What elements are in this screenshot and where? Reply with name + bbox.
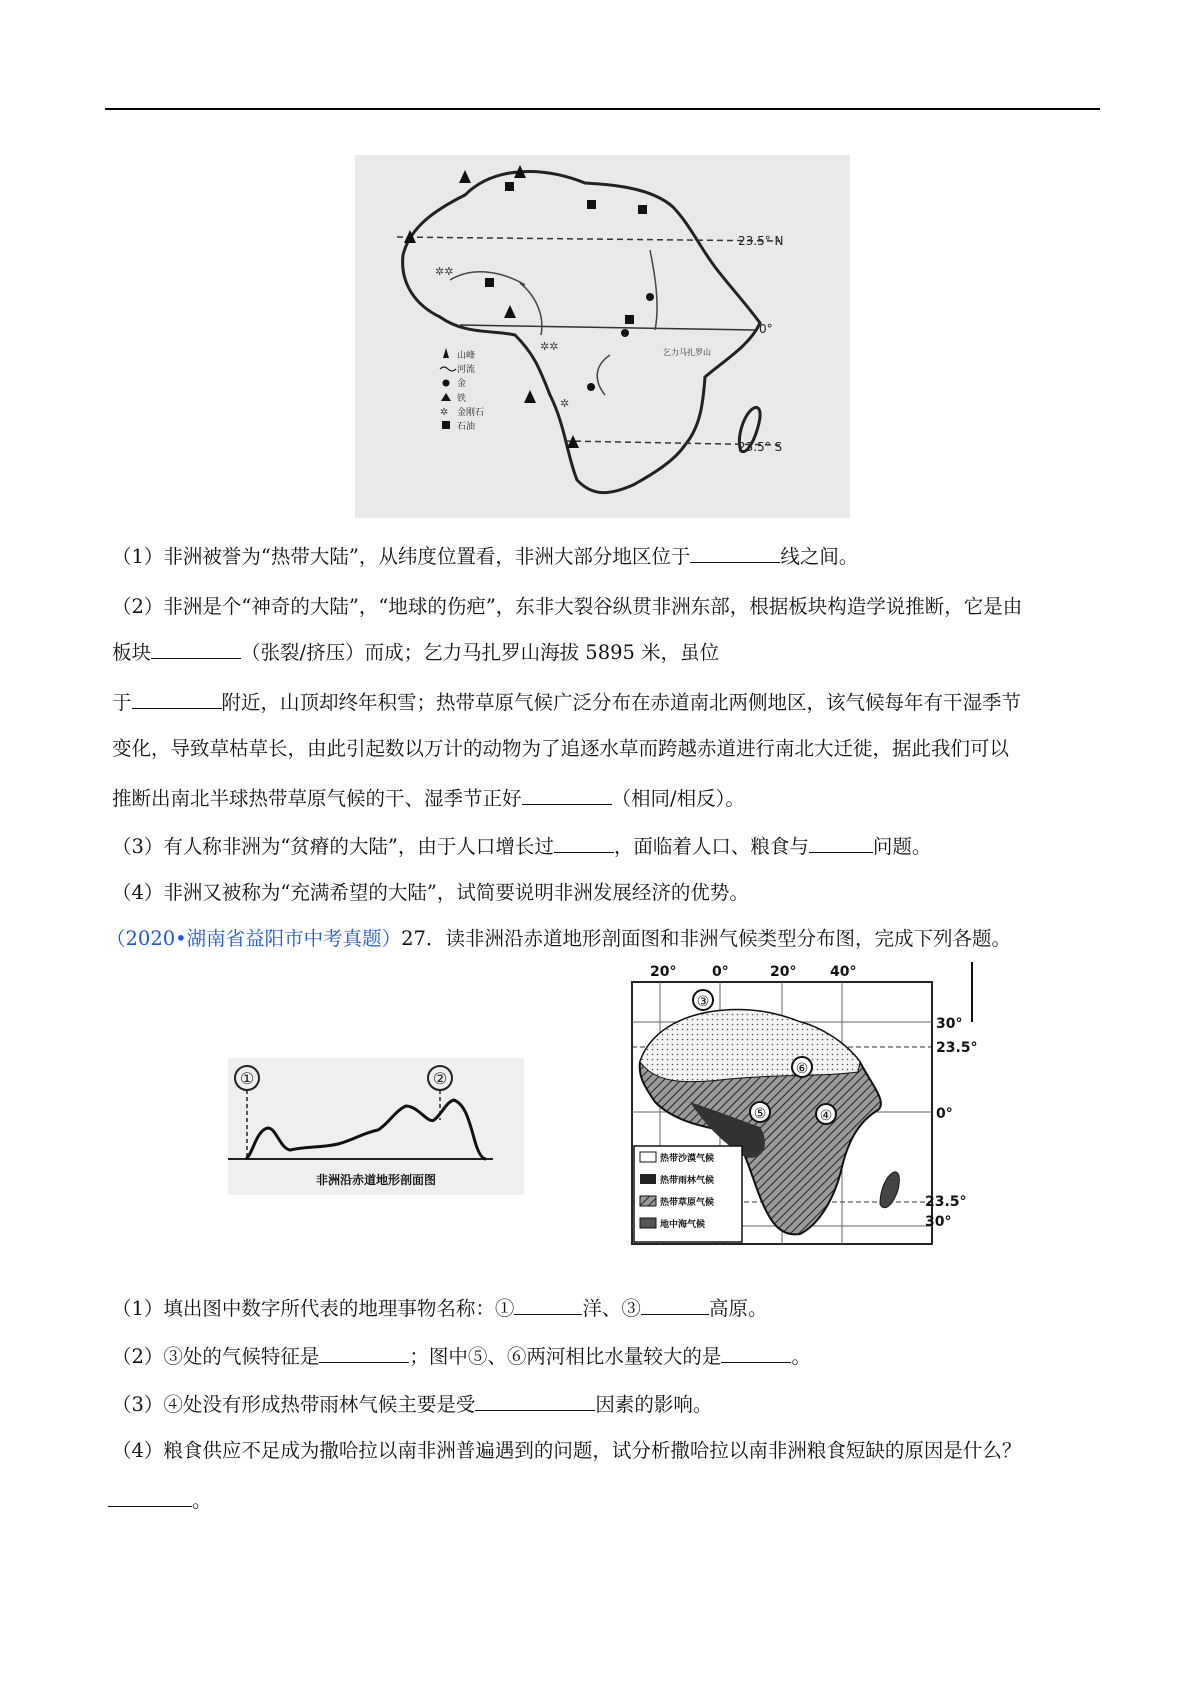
climate-marker-3 (693, 990, 713, 1010)
equator-profile-figure (228, 1058, 524, 1195)
kilimanjaro-label: 乞力马扎罗山 (663, 348, 711, 357)
svg-text:⑥: ⑥ (795, 1061, 809, 1077)
answer-blank[interactable] (108, 1484, 192, 1507)
q1-part2-line5: 推断出南北半球热带草原气候的干、湿季节正好 （相同/相反）。 (112, 782, 745, 814)
svg-text:地中海气候: 地中海气候 (660, 1220, 706, 1230)
svg-text:金刚石: 金刚石 (457, 408, 485, 418)
svg-text:热带沙漠气候: 热带沙漠气候 (660, 1154, 715, 1164)
q1-part2-line4: 变化，导致草枯草长，由此引起数以万计的动物为了追逐水草而跨越赤道进行南北大迁徙，据此我们可以 (112, 737, 1010, 760)
svg-text:石油: 石油 (457, 422, 476, 432)
answer-blank[interactable] (514, 1292, 582, 1315)
q27-title: 27．读非洲沿赤道地形剖面图和非洲气候类型分布图，完成下列各题。 (401, 927, 1011, 950)
lat-23-5s-label: 23.5° S (738, 440, 783, 454)
q27-heading (106, 924, 1011, 954)
answer-blank[interactable] (690, 540, 780, 563)
q27-part1: （1）填出图中数字所代表的地理事物名称：① 洋、③ 高原。 (112, 1292, 767, 1324)
lat-label: 0° (936, 1106, 953, 1122)
profile-caption: 非洲沿赤道地形剖面图 (315, 1173, 437, 1187)
svg-text:⑤: ⑤ (753, 1106, 767, 1122)
africa-climate-map (620, 962, 980, 1270)
q1-part1: （1）非洲被誉为“热带大陆”，从纬度位置看，非洲大部分地区位于 线之间。 (112, 540, 858, 572)
lat-label: 30° (936, 1016, 963, 1032)
svg-text:河流: 河流 (457, 365, 476, 375)
profile-marker-1: ① (239, 1069, 255, 1088)
q27-part2: （2）③处的气候特征是 ；图中⑤、⑥两河相比水量较大的是 。 (112, 1340, 811, 1372)
lat-23-5n-label: 23.5° N (738, 234, 784, 248)
q1-part2-line2: 板块 （张裂/挤压）而成；乞力马扎罗山海拔 5895 米，虽位 (112, 636, 719, 668)
svg-text:③: ③ (696, 994, 710, 1010)
answer-blank[interactable] (475, 1388, 595, 1411)
answer-blank[interactable] (319, 1340, 409, 1363)
lon-label: 0° (712, 964, 729, 980)
answer-blank[interactable] (132, 686, 222, 709)
q1-part2-line3: 于 附近，山顶却终年积雪；热带草原气候广泛分布在赤道南北两侧地区，该气候每年有干湿季节 (112, 686, 1021, 718)
svg-text:热带草原气候: 热带草原气候 (660, 1198, 715, 1208)
q1-part4: （4）非洲又被称为“充满希望的大陆”，试简要说明非洲发展经济的优势。 (112, 881, 749, 904)
svg-text:金: 金 (457, 379, 467, 389)
header-rule (105, 108, 1100, 110)
q27-source: （2020•湖南省益阳市中考真题） (106, 927, 402, 950)
answer-blank[interactable] (522, 782, 612, 805)
diamond-symbol-2: ✲✲ (540, 340, 559, 353)
lon-label: 40° (830, 964, 857, 980)
diamond-symbol: ✲✲ (435, 265, 454, 278)
q27-part4-answer: 。 (108, 1484, 212, 1516)
climate-legend (634, 1146, 742, 1242)
diamond-symbol-3: ✲ (560, 397, 570, 410)
q1-part2-line1: （2）非洲是个“神奇的大陆”，“地球的伤疤”，东非大裂谷纵贯非洲东部，根据板块构造学说推断，它是由 (112, 595, 1023, 618)
lon-label: 20° (650, 964, 677, 980)
answer-blank[interactable] (641, 1292, 709, 1315)
lon-label: 20° (770, 964, 797, 980)
climate-marker-6 (792, 1057, 812, 1077)
profile-marker-2: ② (432, 1069, 448, 1088)
q1-part3: （3）有人称非洲为“贫瘠的大陆”，由于人口增长过 ，面临着人口、粮食与 问题。 (112, 830, 931, 862)
equator-label: 0° (759, 322, 773, 336)
svg-text:④: ④ (819, 1108, 833, 1124)
climate-marker-4 (816, 1104, 836, 1124)
answer-blank[interactable] (809, 830, 873, 853)
svg-text:✲: ✲ (440, 407, 449, 418)
q27-part4: （4）粮食供应不足成为撒哈拉以南非洲普遍遇到的问题，试分析撒哈拉以南非洲粮食短缺的原因是什么？ (112, 1439, 1022, 1462)
svg-text:热带雨林气候: 热带雨林气候 (660, 1176, 715, 1186)
lat-label: 30° (925, 1214, 952, 1230)
svg-text:铁: 铁 (457, 394, 467, 404)
africa-resource-map (355, 155, 850, 518)
answer-blank[interactable] (721, 1340, 791, 1363)
q27-part3: （3）④处没有形成热带雨林气候主要是受 因素的影响。 (112, 1388, 712, 1420)
answer-blank[interactable] (554, 830, 614, 853)
svg-text:山峰: 山峰 (457, 351, 476, 361)
answer-blank[interactable] (151, 636, 241, 659)
lat-label: 23.5° (925, 1194, 967, 1210)
lat-label: 23.5° (936, 1040, 978, 1056)
climate-marker-5 (750, 1102, 770, 1122)
